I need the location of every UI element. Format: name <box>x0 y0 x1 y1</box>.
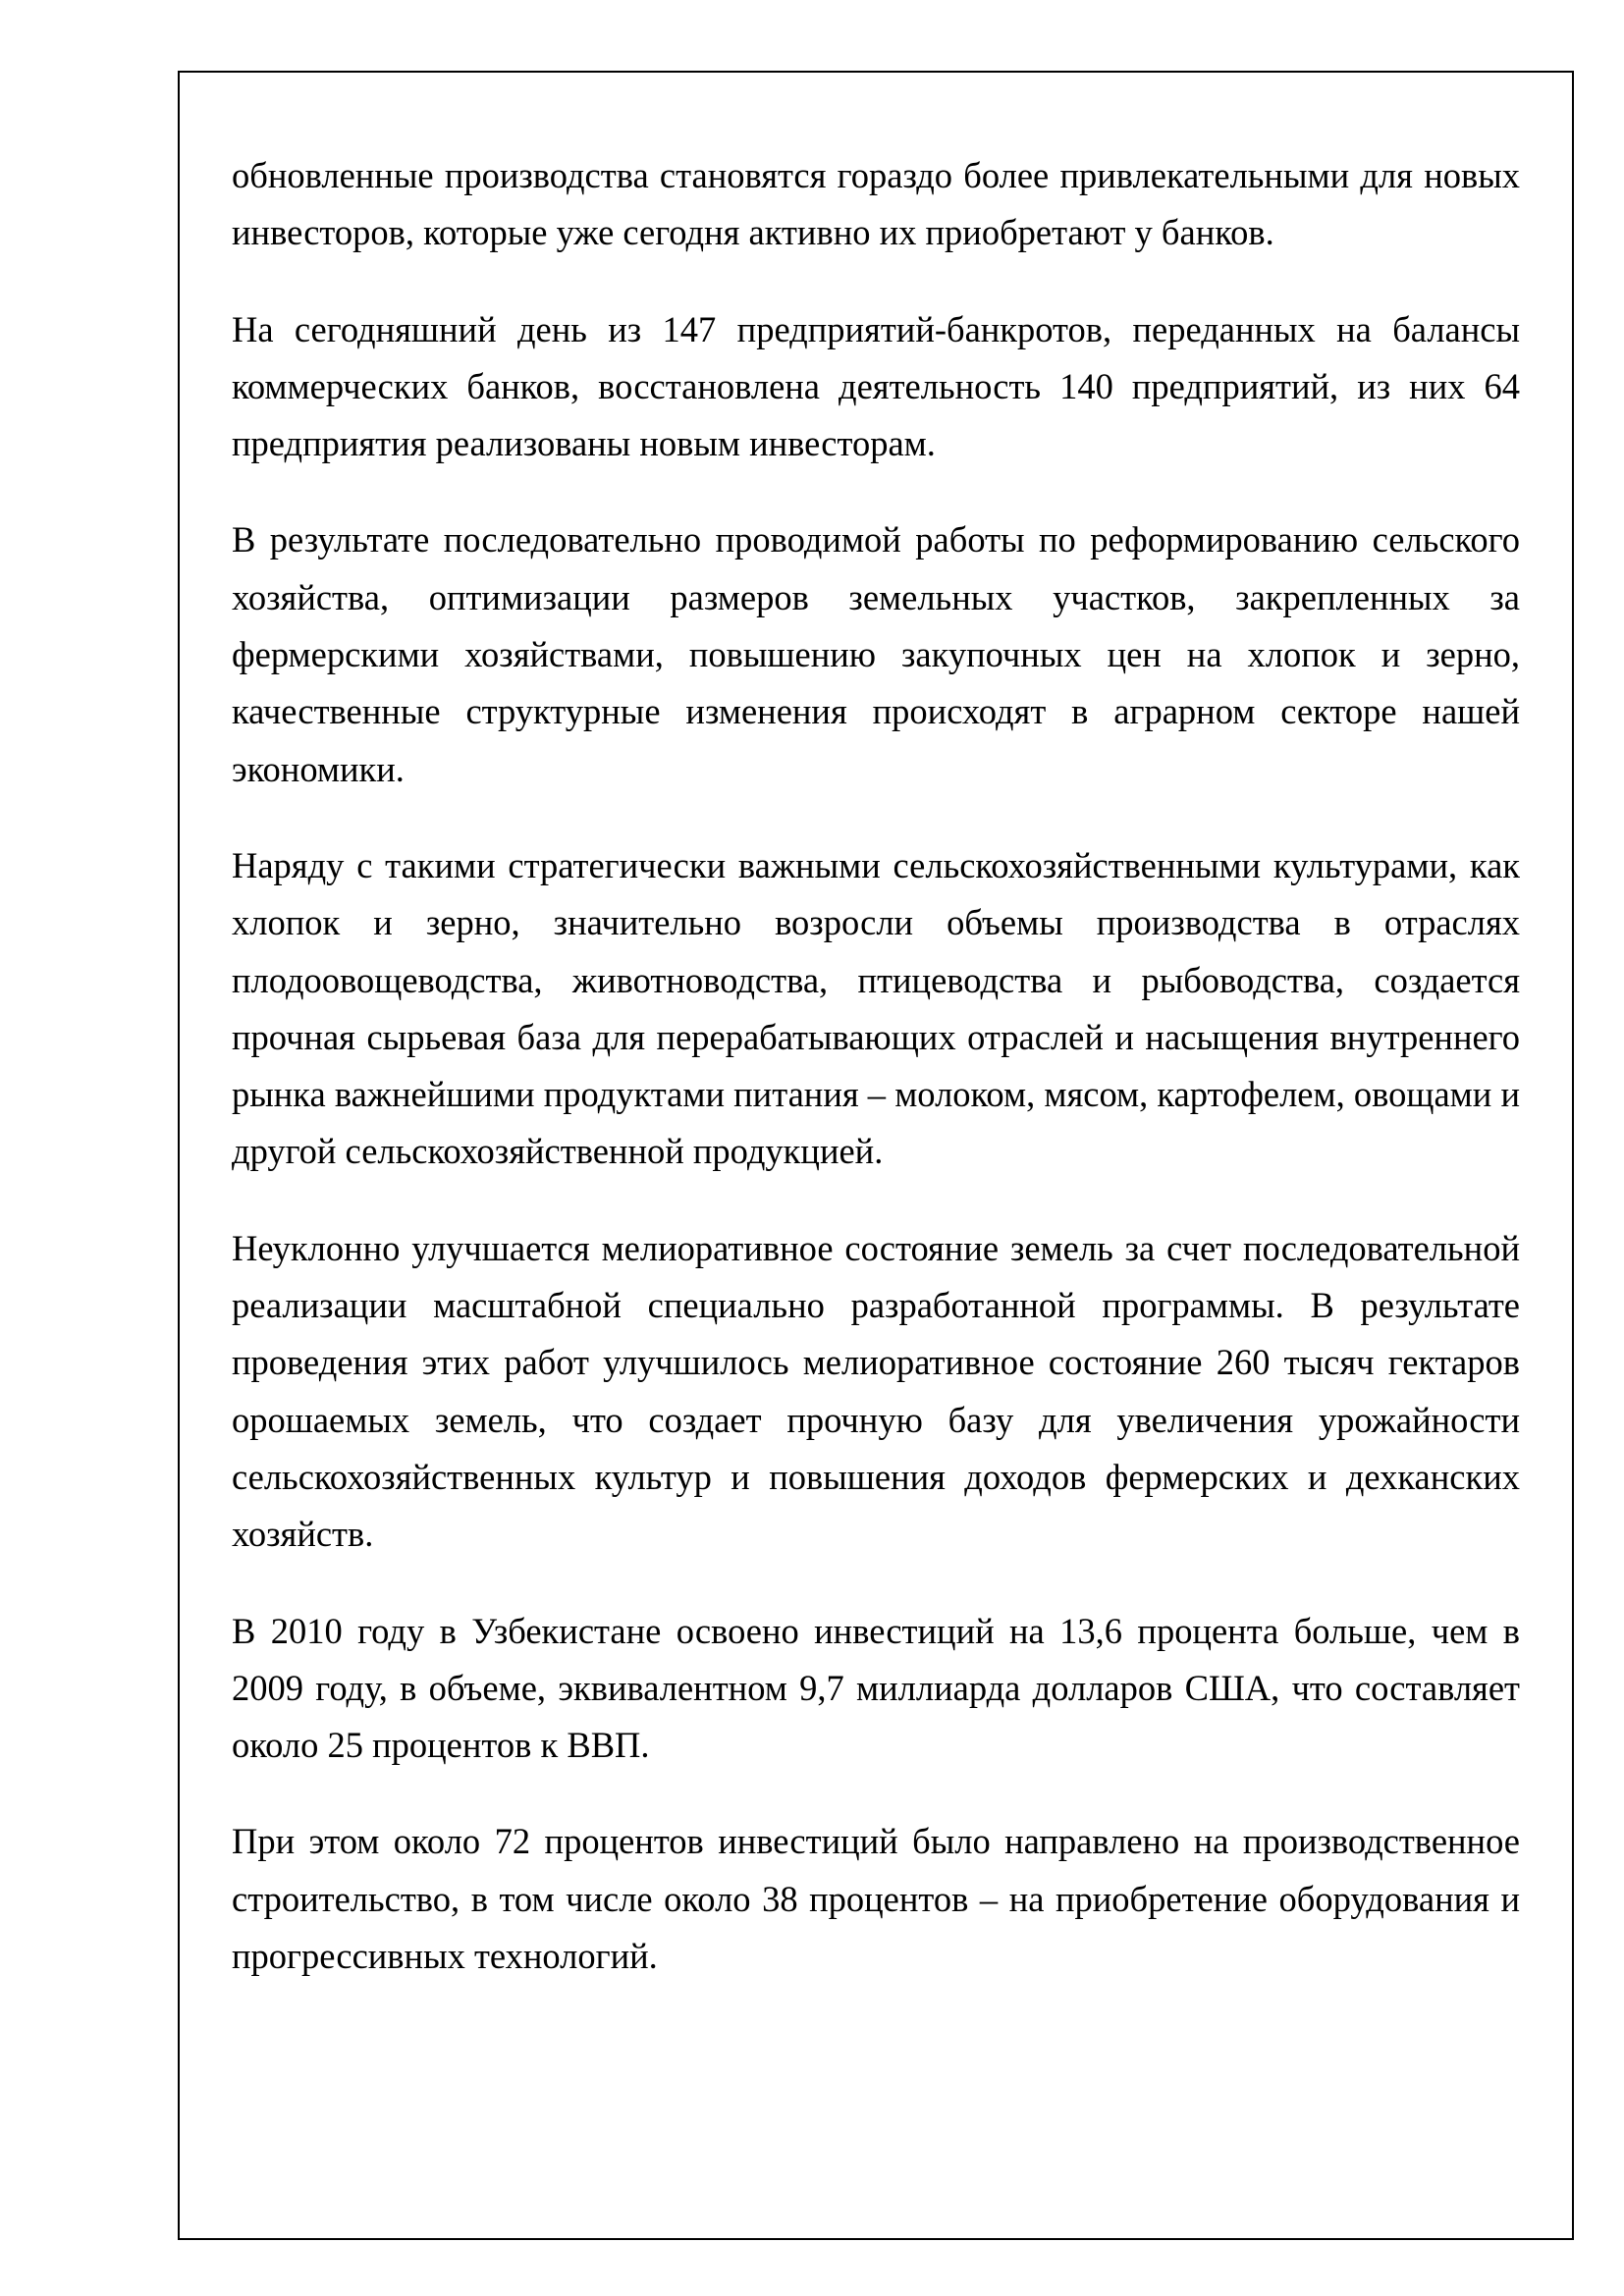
document-body <box>232 147 1520 2024</box>
paragraph-7: При этом около 72 процентов инвестиций было направлено на производственное строительство, в том числе около 38 процентов – на приобретение оборудования и прогрессивных технологий. <box>232 1821 1520 1977</box>
paragraph-4: Наряду с такими стратегически важными сельскохозяйственными культурами, как хлопок и зерно, значительно возросли объемы производства в отраслях плодоовощеводства, животноводства, птицеводства и рыбоводства, создается прочная сырьевая база для перерабатывающих отраслей и насыщения внутреннего рынка важнейшими продуктами питания – молоком, мясом, картофелем, овощами и другой сельскохозяйственной продукцией. <box>232 844 1520 1172</box>
paragraph-2: На сегодняшний день из 147 предприятий-банкротов, переданных на балансы коммерческих банков, восстановлена деятельность 140 предприятий, из них 64 предприятия реализованы новым инвесторам. <box>232 308 1520 464</box>
paragraph-6: В 2010 году в Узбекистане освоено инвестиций на 13,6 процента больше, чем в 2009 году, в объеме, эквивалентном 9,7 миллиарда долларов США, что составляет около 25 процентов к ВВП. <box>232 1610 1520 1766</box>
paragraph-5: Неуклонно улучшается мелиоративное состояние земель за счет последовательной реализации масштабной специально разработанной программы. В результате проведения этих работ улучшилось мелиоративное состояние 260 тысяч гектаров орошаемых земель, что создает прочную базу для увеличения урожайности сельскохозяйственных культур и повышения доходов фермерских и дехканских хозяйств. <box>232 1227 1520 1555</box>
paragraph-1: обновленные производства становятся гораздо более привлекательными для новых инвесторов, которые уже сегодня активно их приобретают у банков. <box>232 155 1520 253</box>
paragraph-3: В результате последовательно проводимой работы по реформированию сельского хозяйства, оптимизации размеров земельных участков, закрепленных за фермерскими хозяйствами, повышению закупочных цен на хлопок и зерно, качественные структурные изменения происходят в аграрном секторе нашей экономики. <box>232 519 1520 789</box>
